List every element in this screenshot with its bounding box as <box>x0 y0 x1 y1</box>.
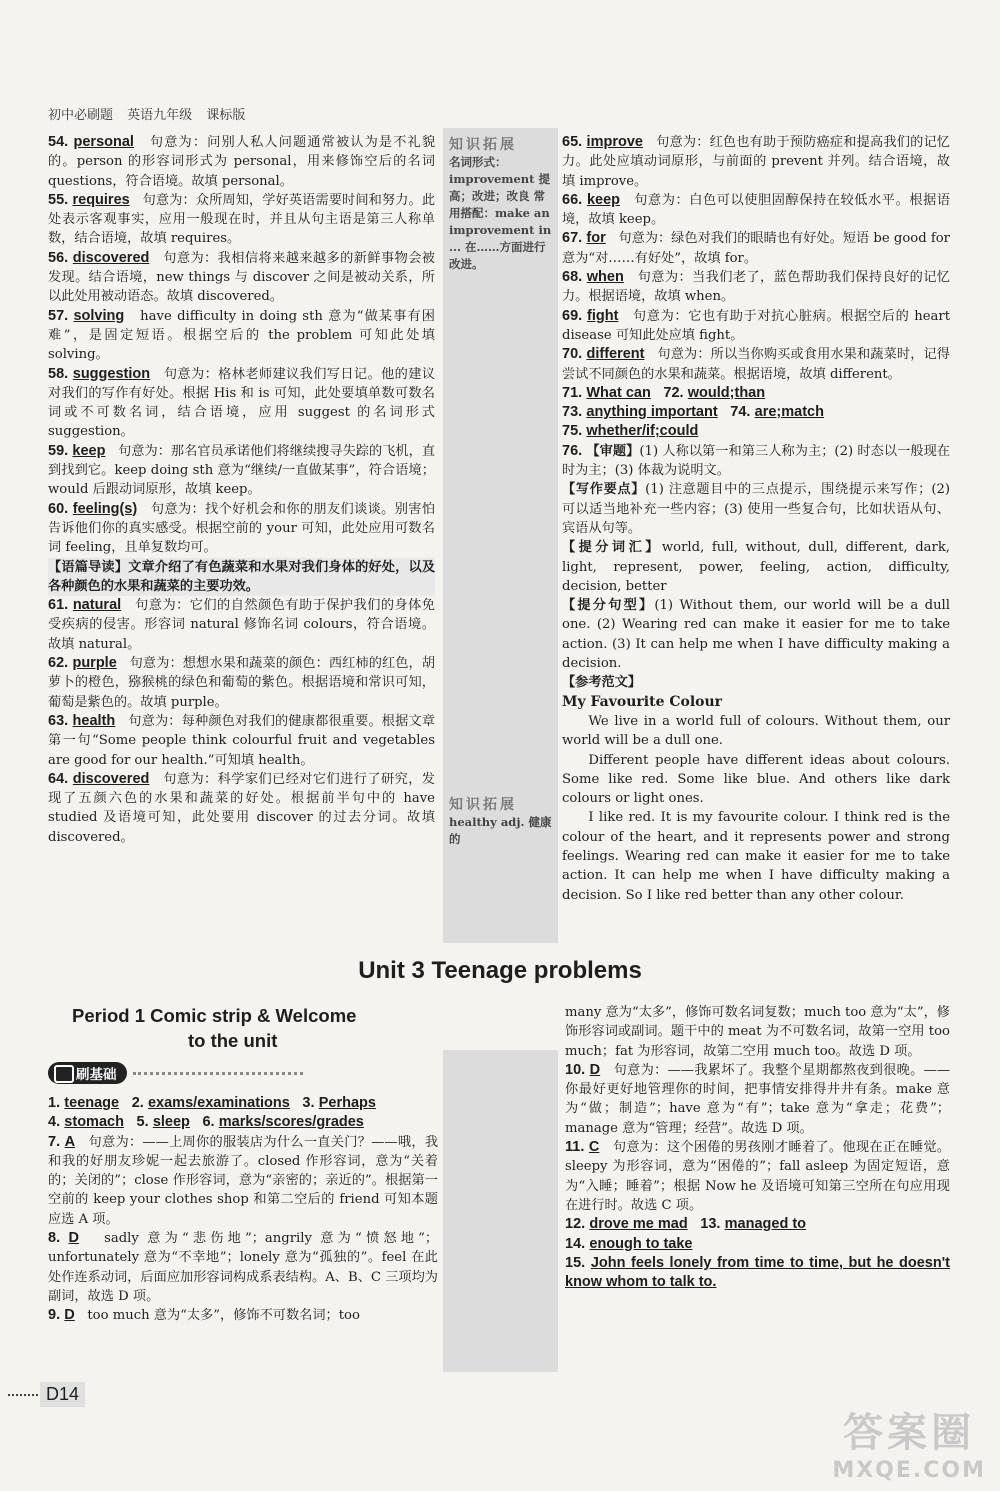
item-answer: would;than <box>687 384 766 401</box>
item-number: 11. <box>565 1139 585 1156</box>
item-answer: A <box>64 1133 76 1150</box>
item-number: 9. <box>48 1307 61 1324</box>
item-number: 75. <box>562 423 583 440</box>
short-answer-row <box>562 422 950 441</box>
item-number: 3. <box>302 1095 315 1111</box>
sidebar-note-body: 名词形式：improvement 提高；改进；改良 常用搭配：make an improvement in ... 在……方面进行改进。 <box>449 155 552 271</box>
answer-item <box>48 770 435 847</box>
item-answer: for <box>586 230 606 247</box>
item-answer: when <box>586 269 624 286</box>
item-explanation: 句意为：绿色对我们的眼睛也有好处。短语 be good for 意为“对……有好处”，故填 for。 <box>562 231 950 266</box>
answer-item <box>565 1061 950 1138</box>
unit-title: Unit 3 Teenage problems <box>358 957 642 984</box>
item-answer: John feels lonely from time to time, but he doesn't know whom to talk to. <box>565 1254 950 1291</box>
answer-item <box>48 654 435 712</box>
answer-item <box>48 500 435 558</box>
item-explanation: 句意为：白色可以使胆固醇保持在较低水平。根据语境，故填 keep。 <box>562 192 951 228</box>
continued-explanation: many 意为“太多”，修饰可数名词复数；much too 意为“太”，修饰形容词或副词。题干中的 meat 为不可数名词，故第一空用 too much；fat 为形容词，故第二空用 much too。故选 D 项。 <box>565 1005 950 1059</box>
item-number: 68. <box>562 269 583 286</box>
section-badge <box>48 1062 303 1084</box>
item-explanation: have difficulty in doing sth 意为“做某事有困难”，是固定短语。根据空后的 the problem 可知此处填 solving。 <box>48 308 435 363</box>
item-explanation: 句意为：红色也有助于预防癌症和提高我们的记忆力。此处应填动词原形，与前面的 prevent 并列。结合语境，故填 improve。 <box>562 135 950 189</box>
item-number: 71. <box>562 384 583 401</box>
item-explanation: 句意为：问别人私人问题通常被认为是不礼貌的。person 的形容词形式为 personal，用来修饰空后的名词 questions，符合语境。故填 personal。 <box>48 135 436 189</box>
answer-item <box>565 1138 950 1215</box>
item-answer: improve <box>586 134 643 150</box>
item-explanation: 句意为：——上周你的服装店为什么一直关门？——哦，我和我的好朋友珍妮一起去旅游了。closed 作形容词，意为“关着的；关闭的”；close 作形容词，意为“亲密的；亲近的”。根据第一空前的 keep your clothes shop 和第二空后的 friend 可知本题应选 A 项。 <box>48 1134 439 1227</box>
item-number: 12. <box>565 1216 586 1233</box>
short-answer-row <box>562 384 950 403</box>
bottom-sidebar <box>443 1050 558 1372</box>
item-number: 2. <box>131 1095 144 1111</box>
dotted-rule <box>133 1072 303 1075</box>
answer-item <box>48 1306 438 1325</box>
item-answer: are;match <box>754 404 824 421</box>
item-answer: discovered <box>72 249 150 266</box>
watermark-url: MXQE.COM <box>832 1458 986 1483</box>
item-answer: drove me mad <box>589 1216 688 1233</box>
item-answer: keep <box>72 442 106 459</box>
item-number: 72. <box>663 384 684 401</box>
item-answer: health <box>72 712 116 729</box>
item-answer: stomach <box>64 1114 124 1131</box>
item-number: 54. <box>48 134 69 150</box>
item-number: 65. <box>562 134 583 150</box>
edition-name: 课标版 <box>206 108 246 123</box>
writing-task <box>562 442 950 905</box>
watermark-main: 答案圈 <box>843 1410 976 1456</box>
page-number-text: D14 <box>46 1384 80 1404</box>
item-number: 58. <box>48 365 69 382</box>
item-answer: solving <box>73 307 125 324</box>
answer-item <box>48 191 435 249</box>
item-answer: D <box>64 1307 75 1324</box>
passage-guide-text: 文章介绍了有色蔬菜和水果对我们身体的好处，以及各种颜色的水果和蔬菜的主要功效。 <box>48 559 436 594</box>
item-number: 74. <box>730 404 751 421</box>
short-answer-row <box>565 1215 950 1234</box>
item-explanation: 句意为：它也有助于对抗心脏病。根据空后的 heart disease 可知此处应填 fight。 <box>562 308 950 343</box>
item-answer: What can <box>586 384 651 401</box>
left-column <box>48 133 435 847</box>
item-number: 55. <box>48 191 69 208</box>
section-badge-label <box>48 1062 127 1084</box>
essay-paragraph: Different people have different ideas about colours. Some like red. Some like blue. And others like dark colours or light ones. <box>562 752 950 807</box>
item-number: 59. <box>48 442 69 459</box>
answer-item <box>48 712 435 770</box>
item-answer: D <box>589 1061 601 1078</box>
item-explanation: 句意为：它们的自然颜色有助于保护我们的身体免受疾病的侵害。形容词 natural 修饰名词 colours，符合语境。故填 natural。 <box>48 598 435 652</box>
item-answer: C <box>588 1139 600 1156</box>
points-tag: 【写作要点】 <box>562 482 646 498</box>
item-answer: marks/scores/grades <box>218 1114 364 1131</box>
short-answer-row <box>48 1113 438 1132</box>
passage-guide <box>48 558 435 597</box>
item-number: 13. <box>700 1216 721 1233</box>
review-tag: 【审题】 <box>586 443 640 459</box>
item-number: 1. <box>48 1095 61 1111</box>
item-number: 66. <box>562 191 583 208</box>
item-number: 60. <box>48 500 69 517</box>
item-answer: anything important <box>586 404 718 421</box>
sentences-tag: 【提分句型】 <box>562 598 655 614</box>
period-title-line1: Period 1 Comic strip & Welcome <box>72 1005 357 1026</box>
item-explanation: 句意为：所以当你购买或食用水果和蔬菜时，记得尝试不同颜色的水果和蔬菜。根据语境，故填 different。 <box>562 347 950 382</box>
item-answer: fight <box>587 307 619 324</box>
item-number: 56. <box>48 249 69 266</box>
vocab-text: world, full, without, dull, different, dark, light, represent, power, feeling, action, difficulty, decision, better <box>562 540 951 594</box>
item-answer: sleep <box>152 1114 190 1131</box>
right-column <box>562 133 950 905</box>
item-number: 73. <box>562 404 583 421</box>
short-answer-row <box>562 403 950 422</box>
item-number: 69. <box>562 307 583 324</box>
item-answer: managed to <box>724 1216 807 1233</box>
subject-name: 英语九年级 <box>127 108 193 123</box>
short-answer-row <box>48 1094 438 1113</box>
series-name: 初中必刷题 <box>48 108 114 123</box>
answer-item <box>562 345 950 384</box>
period-title <box>72 1003 356 1053</box>
item-explanation: 句意为：这个困倦的男孩刚才睡着了。他现在正在睡觉。sleepy 为形容词，意为“困倦的”；fall asleep 为固定短语，意为“入睡；睡着”；根据 Now he 及语境可知第三空所在句应用现在进行时。故选 C 项。 <box>565 1140 951 1213</box>
item-explanation: sadly 意为“悲伤地”；angrily 意为“愤怒地”；unfortunately 意为“不幸地”；lonely 意为“孤独的”。feel 在此处作连系动词，后面应加形容词构成系表结构。A、B、C 三项均为副词，故选 D 项。 <box>48 1231 439 1304</box>
item-number: 15. <box>565 1254 586 1271</box>
answer-item <box>48 133 435 191</box>
item-explanation: 句意为：众所周知，学好英语需要时间和努力。此处表示客观事实，应用一般现在时，并且从句主语是第三人称单数，结合语境，故填 requires。 <box>48 192 436 247</box>
item-answer: feeling(s) <box>72 500 138 517</box>
item-number: 8. <box>48 1230 61 1247</box>
essay-paragraph: I like red. It is my favourite colour. I think red is the colour of the heart, and it represents power and strong feelings. Wearing red can make it easier for me to take action. It can help me when I have difficulty making a decision. So I like red better than any other colour. <box>562 810 950 903</box>
answer-item <box>562 133 950 191</box>
pencil-icon <box>54 1065 74 1083</box>
item-number: 63. <box>48 712 69 729</box>
item-answer: keep <box>586 191 620 208</box>
item-explanation: 句意为：找个好机会和你的朋友们谈谈。别害怕告诉他们你的真实感受。根据空前的 your 可知，此处应用可数名词 feeling，且单复数均可。 <box>48 501 436 556</box>
item-number: 6. <box>202 1114 215 1131</box>
answer-item <box>562 191 950 230</box>
answer-item <box>48 596 435 654</box>
answer-item <box>48 365 435 442</box>
knowledge-sidebar <box>443 128 558 943</box>
answer-item <box>562 307 950 346</box>
answer-item <box>48 249 435 307</box>
sample-tag: 【参考范文】 <box>562 675 642 691</box>
points-text: (1) 注意题目中的三点提示，围绕提示来写作；(2) 可以适当地补充一些内容；(3) 使用一些复合句，比如状语从句、宾语从句等。 <box>562 482 950 536</box>
item-answer: requires <box>72 191 130 208</box>
item-number: 5. <box>136 1114 149 1131</box>
item-answer: discovered <box>72 770 150 787</box>
sidebar-note-title: 知识拓展 <box>449 797 517 813</box>
item-number: 4. <box>48 1114 61 1131</box>
item-answer: teenage <box>64 1095 120 1111</box>
answer-item <box>48 307 435 365</box>
answer-item <box>48 442 435 500</box>
answer-item <box>562 268 950 307</box>
review-text: (1) 人称以第一和第三人称为主；(2) 时态以一般现在时为主；(3) 体裁为说明文。 <box>562 443 950 479</box>
passage-guide-tag: 【语篇导读】 <box>48 559 129 575</box>
bottom-left-column <box>48 1094 438 1326</box>
item-number: 14. <box>565 1235 586 1252</box>
item-answer: suggestion <box>72 365 151 382</box>
item-explanation: 句意为：每种颜色对我们的健康都很重要。根据文章第一句“Some people think colourful fruit and vegetables are good for our health.”可知填 health。 <box>48 713 436 768</box>
answer-item <box>48 1229 438 1306</box>
item-number: 10. <box>565 1061 586 1078</box>
item-answer: personal <box>73 134 134 150</box>
item-explanation: 句意为：当我们老了，蓝色帮助我们保持良好的记忆力。根据语境，故填 when。 <box>562 270 950 305</box>
item-number: 64. <box>48 770 69 787</box>
answer-item <box>562 229 950 268</box>
item-number: 7. <box>48 1133 61 1150</box>
short-answer-row <box>565 1235 950 1254</box>
item-explanation: 句意为：我相信将来越来越多的新鲜事物会被发现。结合语境，new things 与 discover 之间是被动关系，所以此处用被动语态。故填 discovered。 <box>48 250 435 305</box>
item-number: 57. <box>48 307 69 324</box>
sidebar-note-title: 知识拓展 <box>449 137 517 153</box>
item-answer: different <box>586 346 645 363</box>
answer-item <box>48 1133 438 1229</box>
essay-paragraph: We live in a world full of colours. Without them, our world will be a dull one. <box>562 713 950 749</box>
answer-item <box>565 1254 950 1293</box>
item-explanation: 句意为：格林老师建议我们写日记。他的建议对我们的写作有好处。根据 His 和 is 可知，此处要填单数可数名词或不可数名词，结合语境，应用 suggest 的名词形式 suggestion。 <box>48 366 436 440</box>
item-number: 61. <box>48 597 69 614</box>
vocab-tag: 【提分词汇】 <box>562 540 662 556</box>
sentences-text: (1) Without them, our world will be a dull one. (2) Wearing red can make it easier for me to take action. (3) It can help me when I have difficulty making a decision. <box>562 598 950 672</box>
item-answer: purple <box>72 655 117 672</box>
running-header <box>48 104 255 123</box>
sidebar-note-body: healthy adj. 健康的 <box>449 815 552 846</box>
item-answer: enough to take <box>589 1235 693 1252</box>
period-title-line2: to the unit <box>188 1030 278 1051</box>
bottom-right-column <box>565 1003 950 1292</box>
dotted-rule <box>8 1394 38 1396</box>
item-answer: exams/examinations <box>147 1095 290 1111</box>
essay-title: My Favourite Colour <box>562 693 723 710</box>
item-explanation: 句意为：那名官员承诺他们将继续搜寻失踪的飞机，直到找到它。keep doing sth 意为“继续/一直做某事”，符合语境；would 后跟动词原形，故填 keep。 <box>48 443 436 498</box>
watermark <box>832 1401 986 1483</box>
item-number: 70. <box>562 346 583 363</box>
item-explanation: 句意为：想想水果和蔬菜的颜色：西红柿的红色，胡萝卜的橙色，猕猴桃的绿色和葡萄的紫色。根据语境和常识可知，葡萄是紫色的。故填 purple。 <box>48 656 436 710</box>
item-number: 76. <box>562 442 583 459</box>
page-number <box>40 1382 85 1407</box>
item-answer: natural <box>72 597 122 614</box>
item-answer: Perhaps <box>318 1095 376 1111</box>
item-number: 67. <box>562 230 583 247</box>
item-answer: D <box>68 1230 79 1247</box>
item-explanation: too much 意为“太多”，修饰不可数名词；too <box>87 1308 360 1324</box>
item-number: 62. <box>48 655 69 672</box>
item-answer: whether/if;could <box>586 423 699 440</box>
section-badge-text: 刷基础 <box>76 1067 117 1083</box>
item-explanation: 句意为：科学家们已经对它们进行了研究，发现了五颜六色的水果和蔬菜的好处。根据前半句中的 have studied 及语境可知，此处要用 discover 的过去分词。故填 discovered。 <box>48 771 435 845</box>
item-explanation: 句意为：——我累坏了。我整个星期都熬夜到很晚。——你最好更好地管理你的时间，把事情安排得井井有条。make 意为“做；制造”；have 意为“有”；take 意为“拿走；花费”；manage 意为“管理；经营”。故选 D 项。 <box>565 1062 951 1136</box>
